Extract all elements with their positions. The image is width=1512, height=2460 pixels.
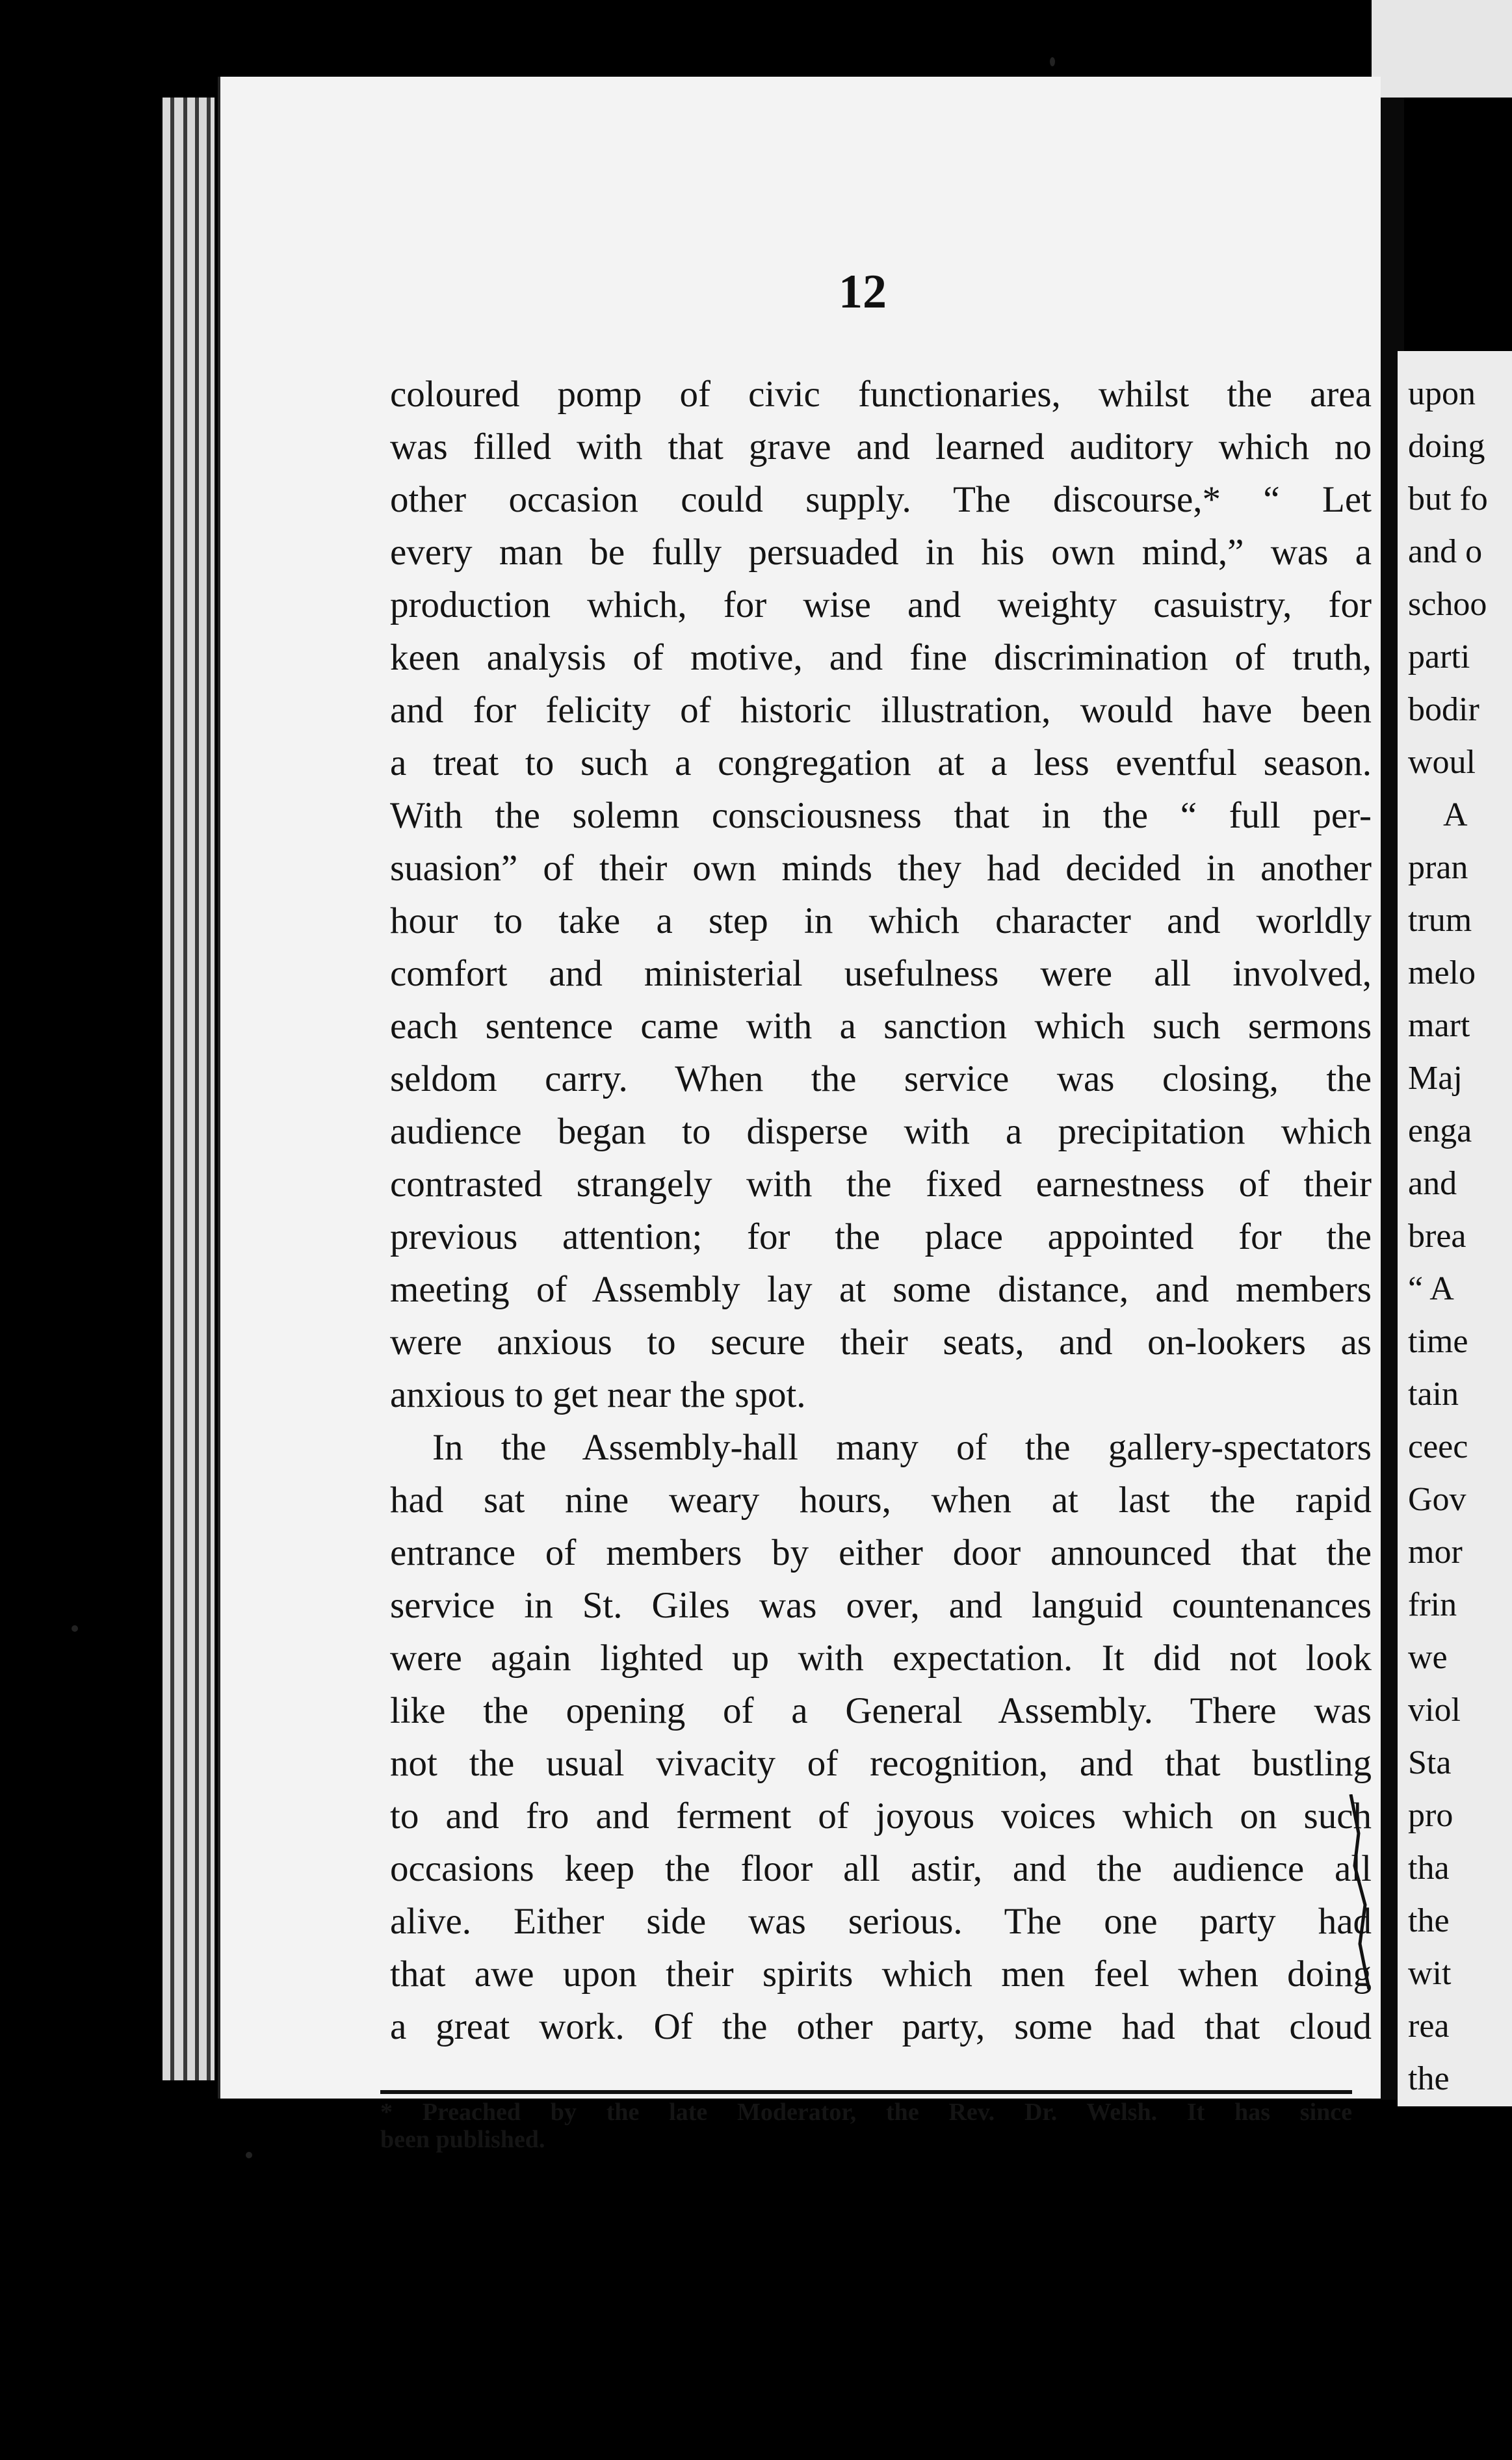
facing-page-fragment: wit [1408, 1955, 1452, 1992]
facing-page-fragment: A [1443, 796, 1468, 833]
text-line: a great work. Of the other party, some had that cloud [390, 2006, 1372, 2047]
text-line: had sat nine weary hours, when at last the rapid [390, 1480, 1372, 1521]
facing-page-fragment: “ A [1408, 1270, 1454, 1307]
text-line: were again lighted up with expectation. It did not look [390, 1638, 1372, 1679]
facing-page-fragment: viol [1408, 1692, 1461, 1729]
facing-page-fragment: mor [1408, 1534, 1463, 1571]
facing-page-fragment: but fo [1408, 480, 1488, 517]
text-line: a treat to such a congregation at a less eventful season. [390, 742, 1372, 783]
footnote-rule [380, 2090, 1352, 2094]
facing-page-fragment: schoo [1408, 586, 1487, 623]
text-line: entrance of members by either door announced that the [390, 1532, 1372, 1573]
text-line: service in St. Giles was over, and languid countenances [390, 1585, 1372, 1626]
speck [72, 1625, 78, 1632]
page-tear-mark [1346, 1794, 1372, 1989]
body-text [390, 368, 1372, 2053]
text-line: anxious to get near the spot. [390, 1374, 806, 1415]
text-line: production which, for wise and weighty casuistry, for [390, 584, 1372, 625]
text-line: that awe upon their spirits which men feel when doing [390, 1954, 1372, 1995]
text-line: alive. Either side was serious. The one party had [390, 1901, 1372, 1942]
facing-page-fragment: Maj [1408, 1060, 1463, 1097]
facing-page-fragment: doing [1408, 428, 1485, 465]
footnote-line: * Preached by the late Moderator, the Rev. Dr. Welsh. It has since [380, 2099, 1352, 2126]
facing-page-fragment: enga [1408, 1112, 1472, 1149]
facing-page-fragment: tain [1408, 1376, 1459, 1413]
text-line: keen analysis of motive, and fine discrimination of truth, [390, 637, 1372, 678]
text-line: meeting of Assembly lay at some distance, and members [390, 1269, 1372, 1310]
facing-page-top [1372, 0, 1512, 98]
facing-page-fragment: trum [1408, 902, 1472, 939]
edge-line [207, 98, 211, 2080]
text-line: With the solemn consciousness that in the “ full per- [390, 795, 1372, 836]
text-line: every man be fully persuaded in his own mind,” was a [390, 532, 1372, 573]
footnote-line: been published. [380, 2126, 545, 2153]
text-line: comfort and ministerial usefulness were all involved, [390, 953, 1372, 994]
text-line: suasion” of their own minds they had decided in another [390, 848, 1372, 889]
page-number: 12 [839, 265, 887, 319]
facing-page-fragment: parti [1408, 638, 1470, 675]
facing-page-fragment: we [1408, 1639, 1448, 1676]
text-line: not the usual vivacity of recognition, and that bustling [390, 1743, 1372, 1784]
text-line: occasions keep the floor all astir, and the audience all [390, 1848, 1372, 1889]
text-line: was filled with that grave and learned auditory which no [390, 426, 1372, 467]
facing-page-fragment: mart [1408, 1007, 1470, 1044]
facing-page-fragment: tha [1408, 1850, 1450, 1887]
facing-page-fragment: Sta [1408, 1744, 1452, 1781]
text-line: and for felicity of historic illustration, would have been [390, 690, 1372, 731]
facing-page-fragment: pran [1408, 849, 1468, 886]
facing-page-fragment: the [1408, 1902, 1450, 1939]
facing-page-fragment: brea [1408, 1218, 1466, 1255]
text-line: other occasion could supply. The discourse,* “ Let [390, 479, 1372, 520]
facing-page-fragment: frin [1408, 1586, 1457, 1623]
footnote [380, 2099, 1352, 2153]
edge-line [195, 98, 199, 2080]
facing-page-fragment: pro [1408, 1797, 1453, 1834]
speck [246, 2152, 252, 2158]
text-line: were anxious to secure their seats, and on-lookers as [390, 1322, 1372, 1363]
text-line: like the opening of a General Assembly. There was [390, 1690, 1372, 1731]
text-line: each sentence came with a sanction which such sermons [390, 1006, 1372, 1047]
text-line: previous attention; for the place appointed for the [390, 1216, 1372, 1257]
facing-page-fragment: the [1408, 2060, 1450, 2097]
facing-page-fragment: Gov [1408, 1481, 1466, 1518]
text-line: audience began to disperse with a precipitation which [390, 1111, 1372, 1152]
text-line: hour to take a step in which character and worldly [390, 900, 1372, 941]
facing-page-fragment: ceec [1408, 1428, 1468, 1465]
text-line: coloured pomp of civic functionaries, whilst the area [390, 374, 1372, 415]
facing-page-fragment: upon [1408, 375, 1476, 412]
facing-page-fragment: and [1408, 1165, 1457, 1202]
speck [1050, 57, 1055, 66]
facing-page-fragment: melo [1408, 954, 1476, 991]
edge-line [183, 98, 187, 2080]
facing-page-fragment: rea [1408, 2008, 1450, 2045]
facing-page-fragment: and o [1408, 533, 1483, 570]
facing-page [1398, 351, 1512, 2106]
text-line: seldom carry. When the service was closing, the [390, 1058, 1372, 1099]
facing-page-fragment: time [1408, 1323, 1468, 1360]
edge-line [170, 98, 174, 2080]
facing-page-fragment: woul [1408, 744, 1476, 781]
text-line: contrasted strangely with the fixed earnestness of their [390, 1164, 1372, 1205]
facing-page-fragment: bodir [1408, 691, 1479, 728]
text-line: to and fro and ferment of joyous voices which on such [390, 1796, 1372, 1837]
text-line: In the Assembly-hall many of the gallery-spectators [432, 1427, 1372, 1468]
